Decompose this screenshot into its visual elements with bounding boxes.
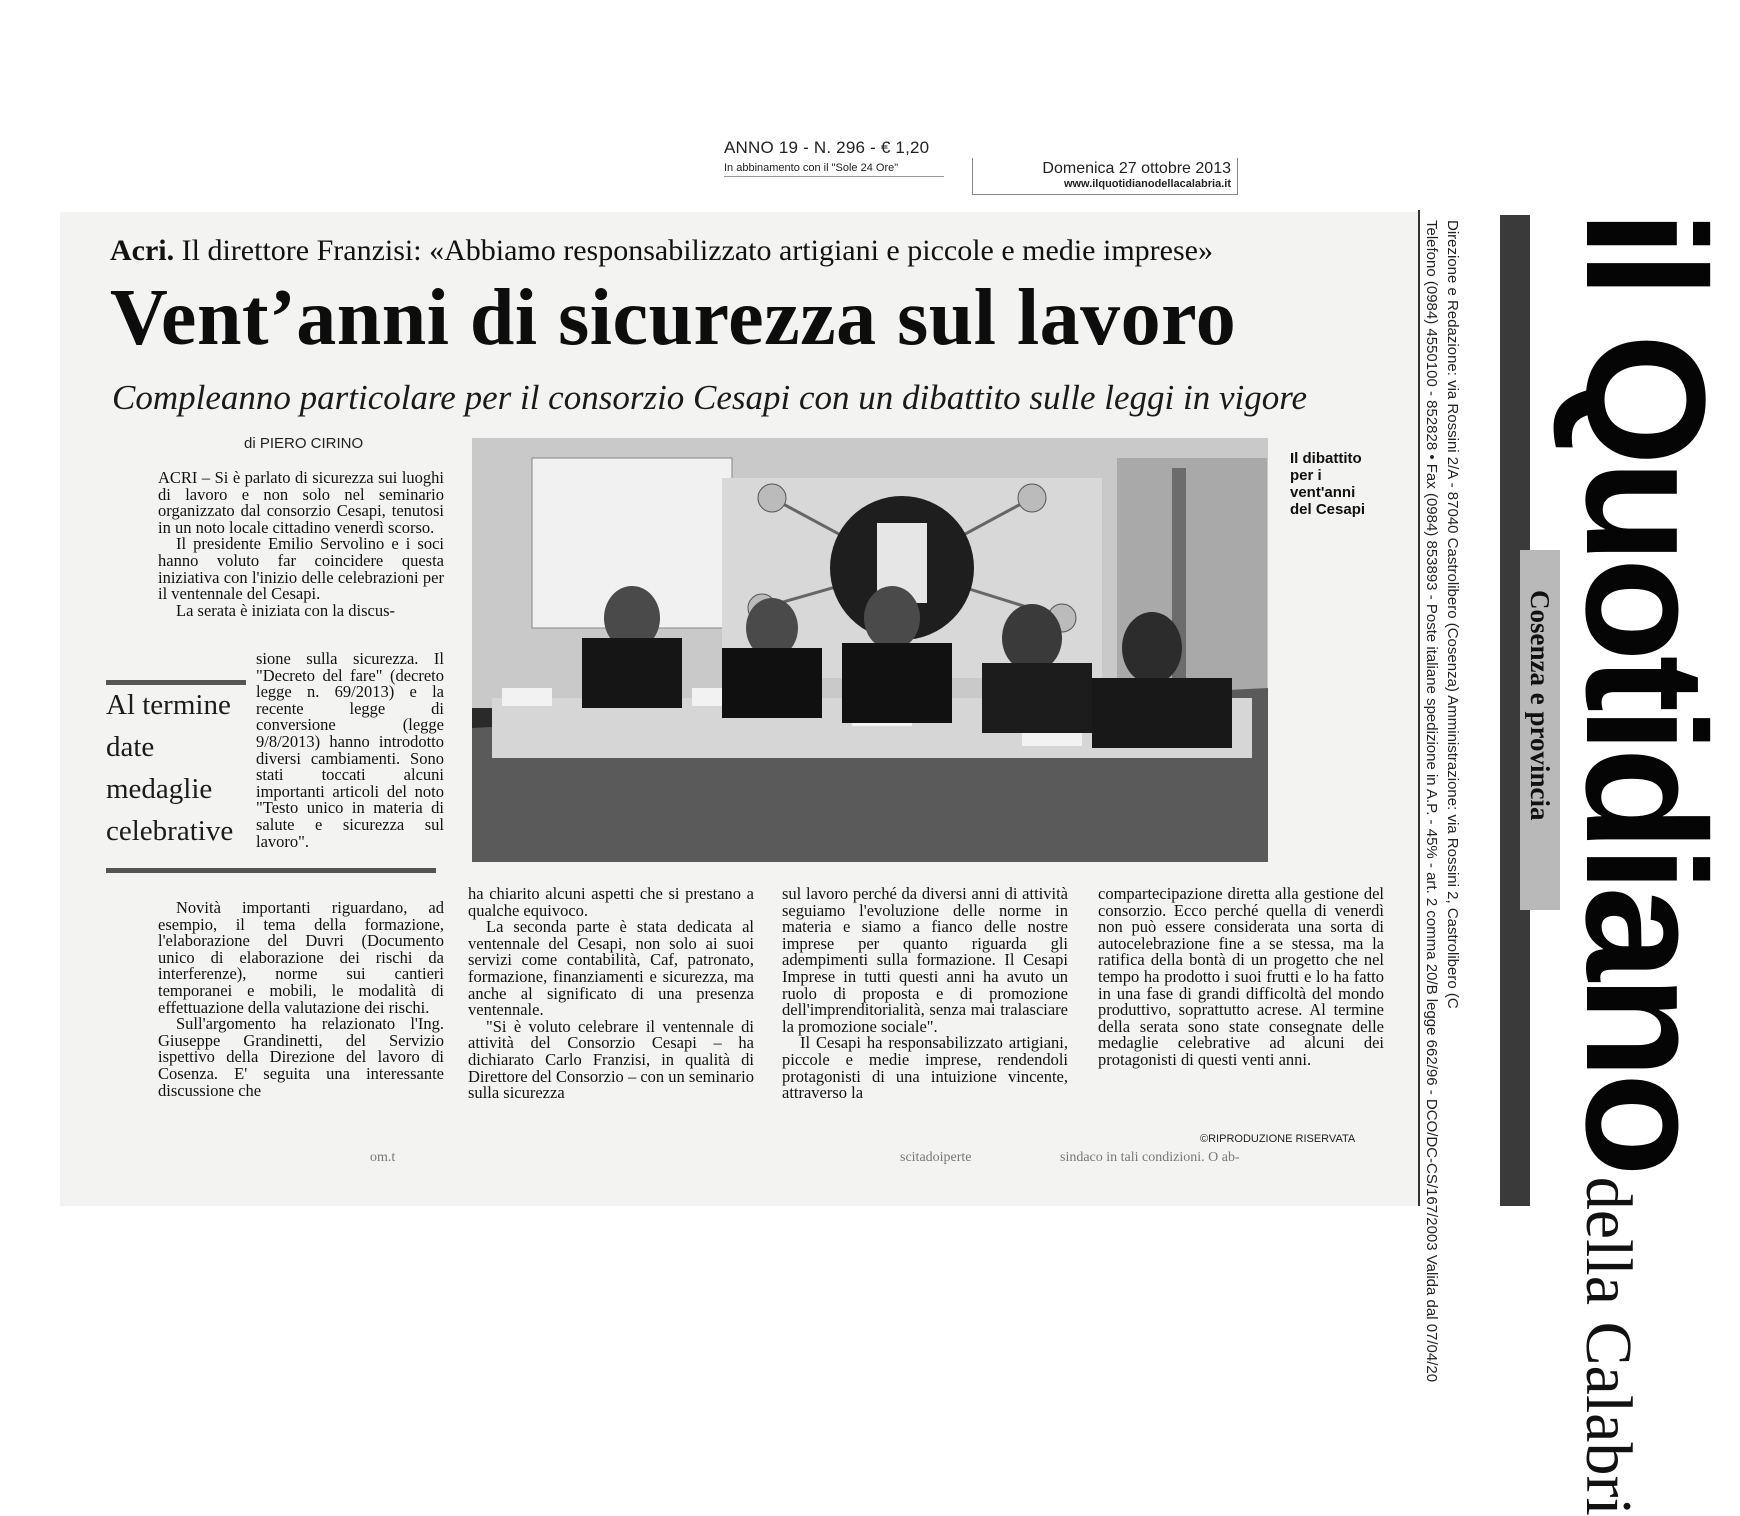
column-2 <box>468 886 754 1102</box>
section-label: Cosenza e provincia <box>1525 590 1555 821</box>
conference-photo-illustration <box>472 438 1268 862</box>
copyright-notice: ©RIPRODUZIONE RISERVATA <box>1200 1133 1356 1145</box>
paragraph: Sull'argomento ha relazionato l'Ing. Giuseppe Grandinetti, del Servizio ispettivo della Direzione del lavoro di Cosenza. E' seguita una interessante discussione che <box>158 1014 444 1100</box>
article-photo <box>472 438 1268 862</box>
pullquote-rule-bottom <box>106 868 436 873</box>
kicker-text: Il direttore Franzisi: «Abbiamo responsabilizzato artigiani e piccole e medie imprese» <box>181 234 1213 267</box>
column-1-narrow <box>256 651 444 850</box>
bleed-through-text-mid: scitadoiperte <box>900 1150 972 1165</box>
masthead-date-block <box>972 158 1238 195</box>
photo-caption: Il dibattito per i vent'anni del Cesapi <box>1290 450 1366 518</box>
paragraph: compartecipazione diretta alla gestione del consorzio. Ecco perché quella di venerdì non può essere considerata una sorta di autocelebrazione fine a se stessa, ma la ratifica della bontà di un progetto che nel tempo ha prodotto i suoi frutti e lo ha fatto in una fase di grandi difficoltà del mondo produttivo, soprattutto acrese. Al termine della serata sono state consegnate delle medaglie celebrative ad alcuni dei protagonisti di questi venti anni. <box>1098 884 1384 1069</box>
paragraph: ACRI – Si è parlato di sicurezza sui luoghi di lavoro e non solo nel seminario organizzato dal consorzio Cesapi, tenutosi in un noto locale cittadino venerdì scorso. <box>158 468 444 537</box>
paragraph: "Si è voluto celebrare il ventennale di attività del Consorzio Cesapi – ha dichiarato Carlo Franzisi, in qualità di Direttore del Consorzio – con un seminario sulla sicurezza <box>468 1016 754 1103</box>
article-subheadline: Compleanno particolare per il consorzio Cesapi con un dibattito sulle leggi in vigore <box>112 378 1308 417</box>
publisher-contacts: Telefono (0984) 4550100 - 852828 • Fax (0984) 853893 - Poste italiane spedizione in A.P. - 45% - art. 2 comma 20/B legge 662/96 - DCO/DC-CS/167/2003 Valida dal 07/04/20 <box>1423 220 1440 1383</box>
column-3 <box>782 886 1068 1102</box>
paragraph: Il Cesapi ha responsabilizzato artigiani, piccole e medie imprese, rendendoli protagonisti di una intuizione vincente, attraverso la <box>782 1033 1068 1103</box>
paragraph: sul lavoro perché da diversi anni di attività seguiamo l'evoluzione delle norme in materia e siamo a fianco delle nostre imprese per quanto riguarda gli adempimenti sulla formazione. Il Cesapi Imprese in tutti questi anni ha avuto un ruolo di proposta e di promozione dell'imprenditorialità, senza mai tralasciare la promozione sociale". <box>782 884 1068 1036</box>
article-headline: Vent’anni di sicurezza sul lavoro <box>110 274 1237 362</box>
paragraph: sione sulla sicurezza. Il "Decreto del fare" (decreto legge n. 69/2013) e la recente legge di conversione (legge 9/8/2013) hanno introdotto diversi cambiamenti. Sono stati toccati alcuni importanti articoli del noto "Testo unico in materia di salute e sicurezza sul lavoro". <box>256 649 444 851</box>
paragraph: ha chiarito alcuni aspetti che si prestano a qualche equivoco. <box>468 884 754 920</box>
website-url: www.ilquotidianodellacalabria.it <box>1063 178 1231 190</box>
publisher-info-strip <box>1423 220 1462 1383</box>
paragraph: La seconda parte è stata dedicata al ventennale del Cesapi, non solo ai suoi servizi come contabilità, Caf, patronato, formazione, finanziamenti e sicurezza, ma anche al significato di una presenza ventennale. <box>468 917 754 1020</box>
abbinamento-note: In abbinamento con il "Sole 24 Ore" <box>724 162 944 177</box>
bleed-through-text-left: om.t <box>370 1150 396 1165</box>
logo-sub-text: della Calabri <box>1572 1176 1645 1516</box>
issue-number: ANNO 19 - N. 296 - € 1,20 <box>724 138 930 157</box>
logo-main-text: il Quotidiano <box>1550 210 1740 1171</box>
article-byline: di PIERO CIRINO <box>244 435 364 452</box>
paragraph: La serata è iniziata con la discus- <box>176 600 395 620</box>
publisher-address: Direzione e Redazione: via Rossini 2/A - 87040 Castrolibero (Cosenza) Amministrazione: via Rossini 2, Castrolibero (C <box>1444 220 1461 1009</box>
pullquote: Al termine date medaglie celebrative <box>106 689 234 847</box>
column-4 <box>1098 886 1384 1069</box>
column-1-top <box>158 470 444 619</box>
newspaper-logo <box>1550 210 1740 1516</box>
paragraph: Novità importanti riguardano, ad esempio, il tema della formazione, l'elaborazione del Duvri (Documento unico di elaborazione dei rischi da interferenze), norme sui cantieri temporanei e mobili, le modalità di effettuazione della valutazione dei rischi. <box>158 898 444 1017</box>
column-1-bottom <box>158 900 444 1099</box>
article-kicker <box>110 234 1213 268</box>
publication-date: Domenica 27 ottobre 2013 <box>1042 160 1231 177</box>
bleed-through-text-right: sindaco in tali condizioni. O ab- <box>1060 1150 1240 1165</box>
masthead-issue-block <box>724 138 944 177</box>
kicker-place: Acri. <box>110 234 175 267</box>
paragraph: Il presidente Emilio Servolino e i soci hanno voluto far coincidere questa iniziativa con l'inizio delle celebrazioni per il ventennale del Cesapi. <box>158 534 444 604</box>
